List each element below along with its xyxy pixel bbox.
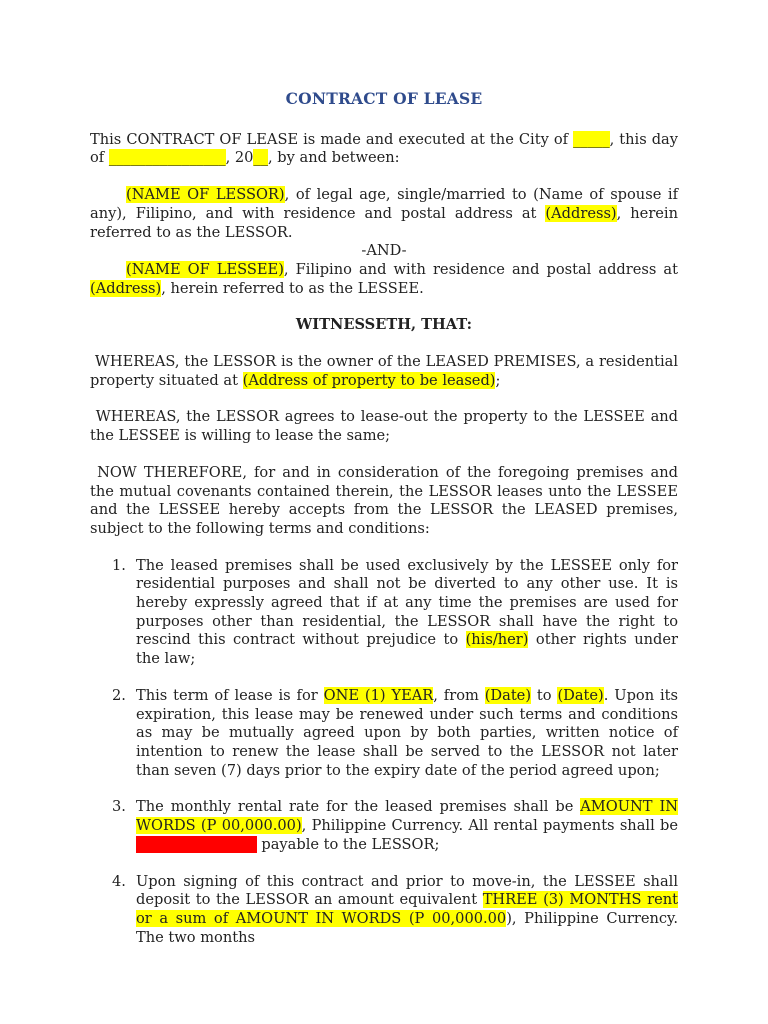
whereas-text: WHEREAS, the LESSOR is the owner of the LEASED PREMISES, a residential property situated at: [90, 353, 678, 389]
intro-text: , this day of: [90, 130, 679, 167]
term-item: [90, 873, 678, 948]
property-address: (Address of property to be leased): [242, 371, 496, 389]
lessor-paragraph: [90, 186, 678, 242]
rent-amount-placeholder: AMOUNT IN WORDS (P 00,000.00): [136, 798, 678, 835]
term-text: to: [531, 686, 558, 704]
city-blank: _____: [573, 130, 610, 148]
witnesseth-heading: WITNESSETH, THAT:: [295, 316, 473, 334]
lessee-name: (NAME OF LESSEE): [126, 260, 284, 278]
deposit-amount-placeholder: THREE (3) MONTHS rent or a sum of AMOUNT IN WORDS (P 00,000.00: [136, 891, 678, 927]
term-number: 2.: [112, 686, 126, 704]
term-item: [90, 798, 678, 854]
term-number: 4.: [112, 872, 126, 890]
lease-term-placeholder: ONE (1) YEAR: [323, 686, 434, 704]
lessor-text: , herein referred to as the LESSOR.: [90, 204, 678, 241]
term-text: payable to the LESSOR;: [256, 835, 440, 853]
lessee-address: (Address): [90, 279, 162, 297]
term-text: ), Philippine Currency. The two months: [136, 909, 679, 946]
whereas-paragraph-1: [90, 353, 678, 390]
term-text: The monthly rental rate for the leased premises shall be: [136, 798, 581, 816]
whereas-paragraph-2: [90, 408, 678, 445]
lessee-text: , herein referred to as the LESSEE.: [161, 279, 424, 297]
term-text: This term of lease is for: [136, 686, 324, 704]
document-body: [90, 90, 678, 965]
year-blank: __: [253, 149, 269, 167]
lessor-address: (Address): [545, 204, 617, 222]
lessee-paragraph: [90, 261, 678, 298]
term-text: . Upon its expiration, this lease may be renewed under such terms and conditions as may be mutually agreed upon by both parties, written notice of intention to renew the lease shall be served to the LESSOR not later than seven (7) days prior to the expiry date of the period agreed upon;: [136, 686, 679, 779]
term-text: other rights under the law;: [136, 631, 678, 668]
now-therefore-text: NOW THEREFORE, for and in consideration of the foregoing premises and the mutual covenants contained therein, the LESSOR leases unto the LESSEE and the LESSEE hereby accepts from the LESSOR the LEASED premises, subject to the following terms and conditions:: [90, 463, 678, 537]
terms-list: [90, 557, 678, 948]
lessor-name: (NAME OF LESSOR): [126, 186, 285, 204]
term-number: 1.: [112, 556, 126, 574]
term-item: [90, 557, 678, 669]
intro-text: This CONTRACT OF LEASE is made and executed at the City of: [90, 130, 574, 148]
end-date-placeholder: (Date): [557, 686, 604, 704]
payment-method-placeholder: in cash or check: [136, 835, 257, 853]
term-text: The leased premises shall be used exclusively by the LESSEE only for residential purposes and shall not be diverted to any other use. It is hereby expressly agreed that if at any time the premises are used for purposes other than residential, the LESSOR shall have the right to rescind this contract without prejudice to: [136, 556, 678, 649]
date-blank: ________________: [108, 149, 226, 167]
intro-paragraph: [90, 131, 678, 168]
document-title: CONTRACT OF LEASE: [285, 89, 483, 108]
intro-text: , by and between:: [268, 149, 400, 167]
start-date-placeholder: (Date): [484, 686, 532, 704]
term-text: Upon signing of this contract and prior to move-in, the LESSEE shall deposit to the LESSOR an amount equivalent: [136, 872, 678, 909]
whereas-text: WHEREAS, the LESSOR agrees to lease-out the property to the LESSEE and the LESSEE is willing to lease the same;: [90, 408, 679, 445]
lessee-text: , Filipino and with residence and postal address at: [283, 260, 678, 278]
term-text: , Philippine Currency. All rental payments shall be: [301, 817, 678, 835]
and-separator: -AND-: [361, 242, 407, 260]
term-item: [90, 687, 678, 781]
lessor-text: , of legal age, single/married to (Name of spouse if any), Filipino, and with residence and postal address at: [90, 186, 678, 222]
intro-text: , 20: [225, 149, 254, 167]
pronoun-placeholder: (his/her): [465, 631, 529, 649]
term-text: , from: [433, 686, 485, 704]
whereas-text: ;: [495, 371, 501, 389]
now-therefore-paragraph: [90, 464, 678, 539]
term-number: 3.: [112, 798, 126, 816]
